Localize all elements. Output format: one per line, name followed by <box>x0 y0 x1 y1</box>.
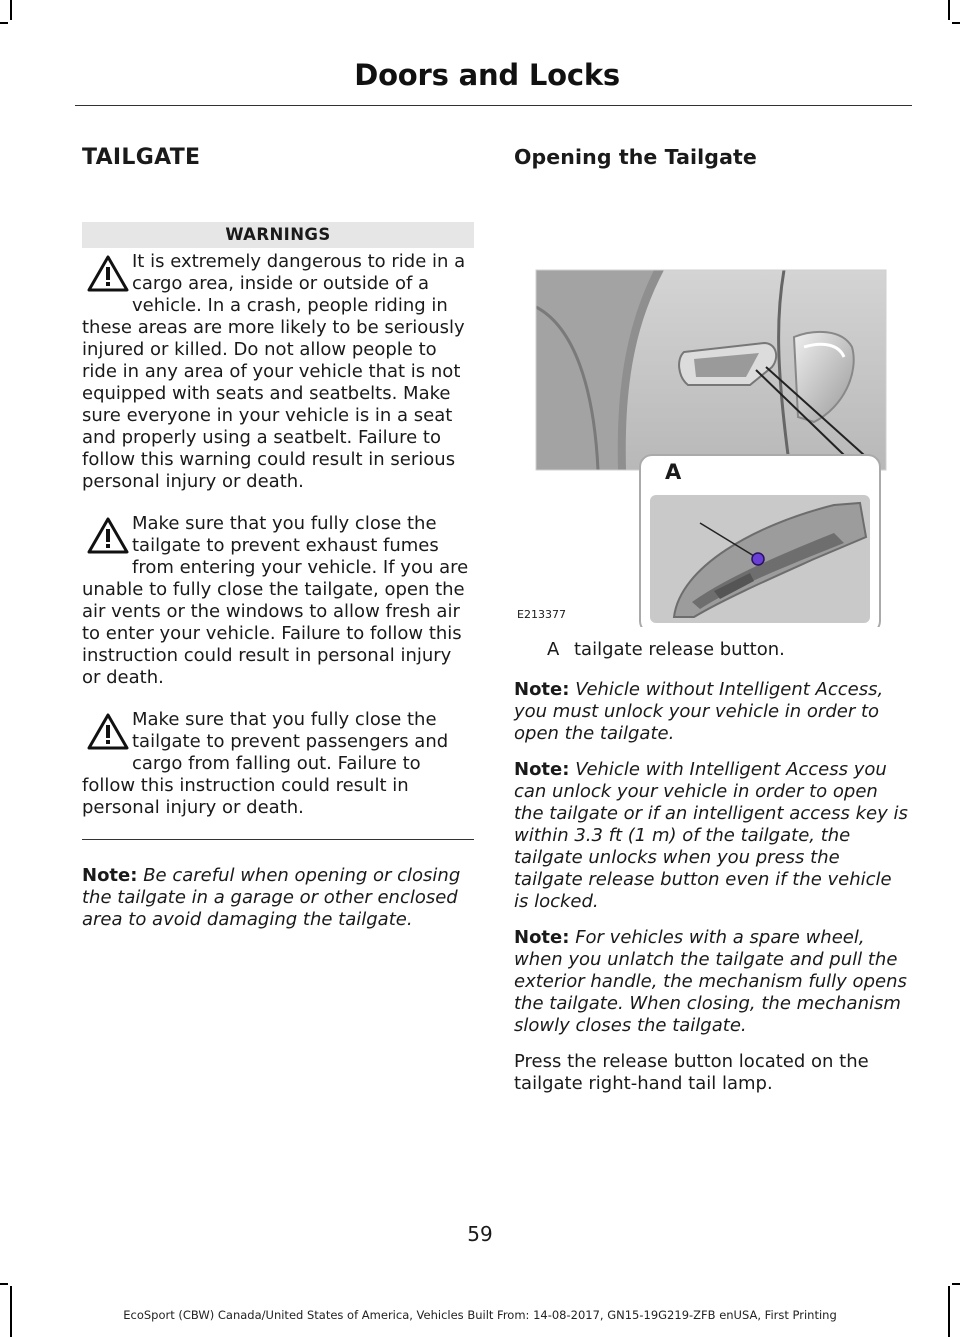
note-text: For vehicles with a spare wheel, when you unlatch the tailgate and pull the exterior handle, the mechanism fully opens the tailgate. When closing, the mechanism slowly closes the tailgate. <box>514 927 907 1036</box>
crop-mark <box>0 1283 8 1285</box>
warning-text: Make sure that you fully close the tailgate to prevent exhaust fumes from entering your vehicle. If you are unable to fully close the tailgate, open the air vents or the windows to allow fresh air to enter your vehicle. Failure to follow this instruction could result in personal injury or death. <box>82 513 469 688</box>
subsection-title: Opening the Tailgate <box>514 145 757 169</box>
crop-mark <box>948 0 950 20</box>
figure-code: E213377 <box>517 608 566 621</box>
note <box>514 759 908 913</box>
tailgate-release-button-illustration <box>514 207 906 627</box>
note <box>514 927 908 1037</box>
note-text: Vehicle without Intelligent Access, you must unlock your vehicle in order to open the tailgate. <box>514 679 884 744</box>
crop-mark <box>0 22 8 24</box>
body-paragraph: Press the release button located on the tailgate right-hand tail lamp. <box>514 1051 869 1094</box>
legend-text: tailgate release button. <box>574 639 785 660</box>
warnings-heading: WARNINGS <box>82 222 474 248</box>
note-text: Vehicle with Intelligent Access you can unlock your vehicle in order to open the tailgate or if an intelligent access key is within 3.3 ft (1 m) of the tailgate, the tailgate unlocks when you press the tailgate release button even if the vehicle is locked. <box>514 759 908 912</box>
legend-key: A <box>547 639 560 660</box>
left-column <box>82 145 474 931</box>
warning-text: Make sure that you fully close the tailgate to prevent passengers and cargo from falling out. Failure to follow this instruction could result in personal injury or death. <box>82 709 449 818</box>
right-column <box>514 145 908 1113</box>
figure-callout-label: A <box>665 460 682 484</box>
crop-mark <box>952 22 960 24</box>
note-label: Note: <box>82 865 138 886</box>
page-footer: EcoSport (CBW) Canada/United States of America, Vehicles Built From: 14-08-2017, GN15-19G219-ZFB enUSA, First Printing <box>123 1308 837 1322</box>
warning-item <box>82 251 474 493</box>
crop-mark <box>952 1283 960 1285</box>
warning-triangle-icon <box>87 255 129 293</box>
warning-item <box>82 513 474 689</box>
crop-mark <box>10 0 12 20</box>
page-header-title: Doors and Locks <box>354 58 620 92</box>
note-label: Note: <box>514 759 570 780</box>
release-button-marker <box>752 553 764 565</box>
note-label: Note: <box>514 927 570 948</box>
note <box>514 679 908 745</box>
note <box>82 865 474 931</box>
header-rule <box>75 105 912 106</box>
warning-text: It is extremely dangerous to ride in a cargo area, inside or outside of a vehicle. In a crash, people riding in these areas are more likely to be seriously injured or killed. Do not allow people to ride in any area of your vehicle that is not equipped with seats and seatbelts. Make sure everyone in your vehicle is in a seat and properly using a seatbelt. Failure to follow this warning could result in serious personal injury or death. <box>82 251 466 492</box>
note-text: Be careful when opening or closing the tailgate in a garage or other enclosed area to avoid damaging the tailgate. <box>82 865 461 930</box>
note-label: Note: <box>514 679 570 700</box>
warnings-end-rule <box>82 839 474 840</box>
warning-triangle-icon <box>87 517 129 555</box>
legend-row <box>514 639 908 665</box>
warning-triangle-icon <box>87 713 129 751</box>
section-title: TAILGATE <box>82 145 201 170</box>
tailgate-figure <box>514 207 906 627</box>
page-number: 59 <box>467 1222 493 1246</box>
warning-item <box>82 709 474 819</box>
